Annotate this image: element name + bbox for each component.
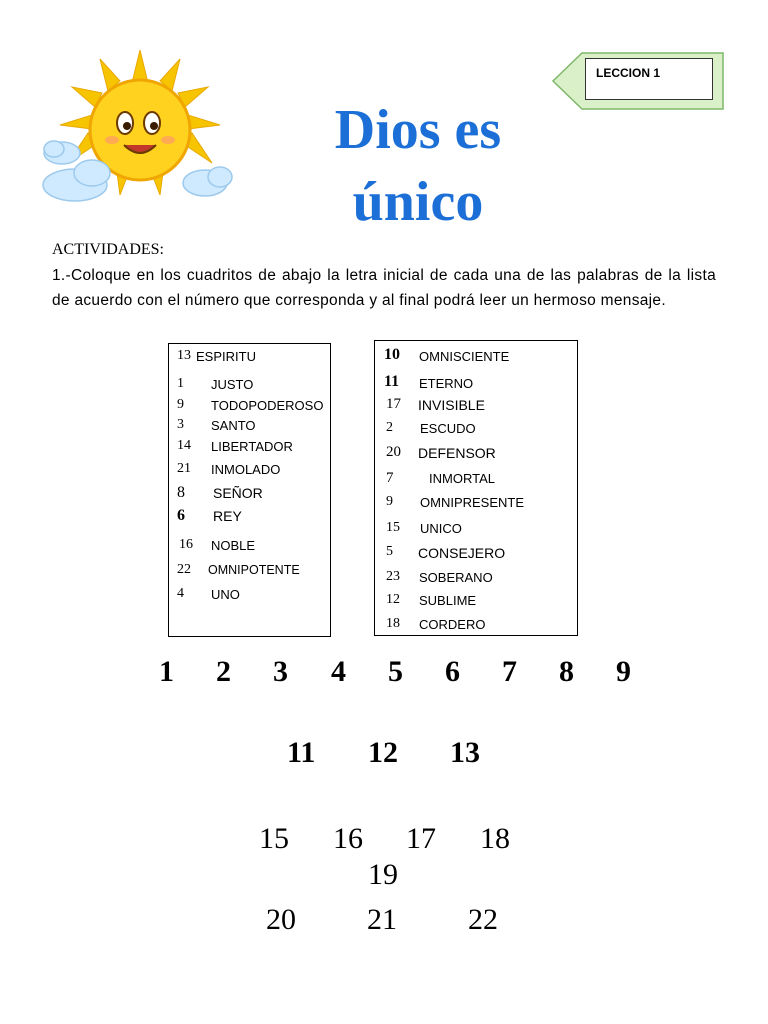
answer-number: 6: [445, 655, 460, 688]
list-word: SANTO: [211, 418, 256, 433]
list-word: OMNISCIENTE: [419, 349, 510, 364]
answer-number: 9: [616, 655, 631, 688]
list-word: OMNIPRESENTE: [420, 495, 525, 510]
answer-number: 7: [502, 655, 517, 688]
answer-row-3: [250, 820, 550, 891]
answer-number: 17: [406, 822, 436, 855]
list-number: 6: [177, 507, 185, 524]
list-word: SEÑOR: [213, 485, 263, 501]
list-word: CONSEJERO: [418, 545, 506, 561]
list-word: DEFENSOR: [418, 445, 496, 461]
lesson-label: LECCION 1: [585, 58, 713, 100]
answer-number: 20: [266, 903, 296, 936]
answer-number: 22: [468, 903, 498, 936]
sun-illustration: [40, 45, 240, 210]
answer-number: 15: [259, 822, 289, 855]
list-number: 9: [386, 494, 393, 509]
list-word: INVISIBLE: [418, 397, 485, 413]
activities-heading: ACTIVIDADES:: [52, 241, 164, 258]
list-number: 13: [177, 348, 191, 363]
list-word: ESPIRITU: [196, 349, 256, 364]
list-word: INMOLADO: [211, 462, 281, 477]
list-number: 16: [179, 537, 193, 552]
list-number: 10: [384, 346, 400, 363]
list-word: ESCUDO: [420, 421, 476, 436]
list-word: REY: [213, 508, 242, 524]
list-number: 14: [177, 438, 191, 453]
list-word: NOBLE: [211, 538, 256, 553]
list-word: ETERNO: [419, 376, 474, 391]
list-word: JUSTO: [211, 377, 254, 392]
list-word: TODOPODEROSO: [211, 398, 324, 413]
list-number: 8: [177, 484, 185, 501]
list-word: SOBERANO: [419, 570, 493, 585]
list-word: LIBERTADOR: [211, 439, 293, 454]
list-word: OMNIPOTENTE: [208, 563, 300, 577]
answer-number: 21: [367, 903, 397, 936]
list-number: 12: [386, 592, 400, 607]
answer-number: 1: [159, 655, 174, 688]
answer-number: 16: [333, 822, 363, 855]
list-number: 17: [386, 396, 401, 412]
list-word: CORDERO: [419, 617, 486, 632]
page-title-line-1: Dios es: [334, 99, 502, 161]
list-number: 4: [177, 586, 184, 601]
list-word: UNICO: [420, 521, 462, 536]
answer-number: 5: [388, 655, 403, 688]
answer-number: 18: [480, 822, 510, 855]
list-word: INMORTAL: [429, 471, 495, 486]
list-word: SUBLIME: [419, 593, 477, 608]
answer-number: 4: [331, 655, 346, 688]
list-number: 20: [386, 444, 401, 460]
list-number: 22: [177, 562, 191, 577]
list-number: 2: [386, 420, 393, 435]
list-number: 3: [177, 417, 184, 432]
list-number: 7: [386, 470, 394, 486]
list-number: 21: [177, 461, 191, 476]
list-number: 18: [386, 616, 400, 631]
list-number: 9: [177, 397, 184, 412]
list-number: 23: [386, 569, 400, 584]
answer-number: 11: [287, 736, 316, 769]
page-title-line-2: único: [352, 171, 484, 233]
instruction-text: 1.-Coloque en los cuadritos de abajo la letra inicial de cada una de las palabras de la lista de acuerdo con el número que corresponda y al final podrá leer un hermoso mensaje.: [52, 267, 716, 309]
answer-number: 8: [559, 655, 574, 688]
answer-number: 12: [368, 736, 398, 769]
list-number: 11: [384, 373, 400, 390]
list-number: 5: [386, 544, 393, 559]
answer-number: 13: [450, 736, 480, 769]
list-number: 15: [386, 520, 400, 535]
answer-number: 2: [216, 655, 231, 688]
word-list-right: [374, 340, 578, 636]
list-word: UNO: [211, 587, 240, 602]
answer-number-partial: 19: [368, 858, 398, 891]
answer-number: 3: [273, 655, 288, 688]
list-number: 1: [177, 376, 184, 391]
